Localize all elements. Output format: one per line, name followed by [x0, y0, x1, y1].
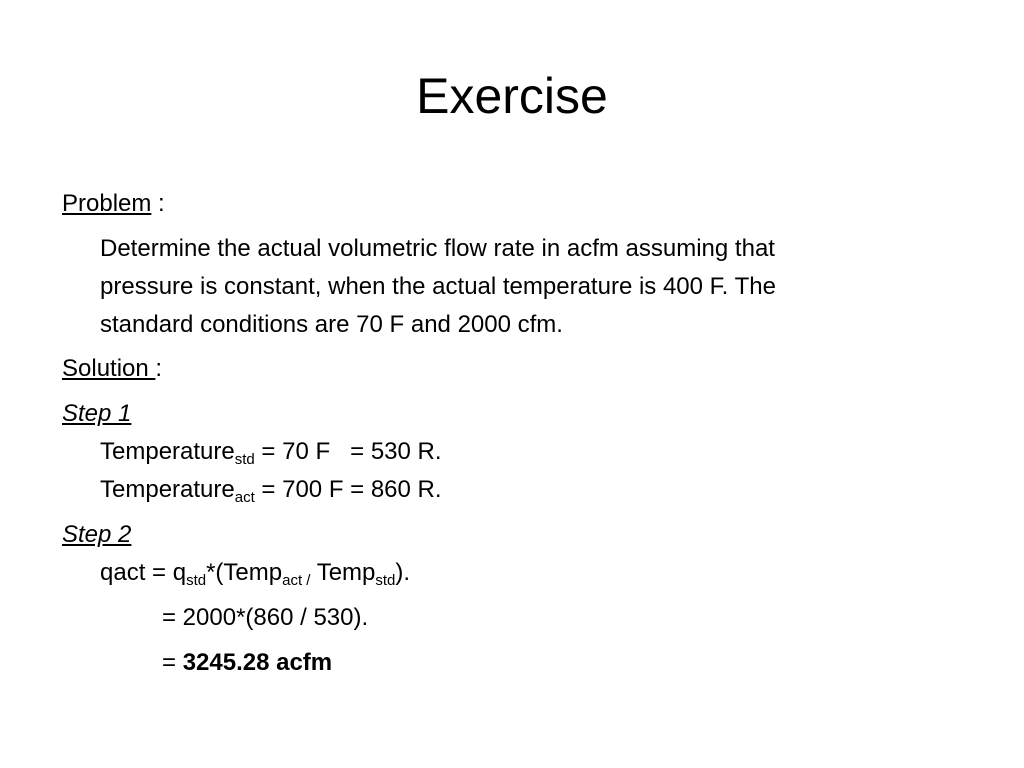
formula-sub1: std: [186, 572, 207, 589]
formula-sub3: std: [375, 572, 396, 589]
formula-line: [100, 557, 410, 589]
solution-heading: Solution: [62, 355, 156, 382]
temp-std-sub: std: [234, 451, 255, 468]
formula-part4: ).: [395, 559, 411, 586]
problem-colon: :: [151, 190, 165, 217]
step2-heading: Step 2: [62, 521, 132, 548]
temp-act-sub: act: [234, 489, 255, 506]
solution-colon: :: [155, 355, 163, 382]
problem-text-line-3: standard conditions are 70 F and 2000 cfm.: [100, 311, 563, 338]
problem-text-line-1: Determine the actual volumetric flow rate in acfm assuming that: [100, 235, 775, 262]
result-value: 3245.28 acfm: [182, 649, 333, 676]
solution-heading-line: [62, 353, 162, 385]
temp-std-rest: = 70 F = 530 R.: [254, 438, 442, 465]
formula-sub2: act /: [282, 572, 311, 589]
formula-part3: Temp: [310, 559, 376, 586]
temp-act-prefix: Temperature: [100, 476, 235, 503]
result-prefix: =: [162, 649, 183, 676]
formula-part1: qact = q: [100, 559, 187, 586]
problem-text-line-2: pressure is constant, when the actual temperature is 400 F. The: [100, 273, 776, 300]
temp-std-prefix: Temperature: [100, 438, 235, 465]
result-line: [162, 647, 332, 679]
step1-heading: Step 1: [62, 400, 132, 427]
temp-act-line: [100, 474, 442, 506]
temp-std-line: [100, 436, 442, 468]
temp-act-rest: = 700 F = 860 R.: [254, 476, 442, 503]
slide-title: Exercise: [416, 68, 608, 124]
calc-line: = 2000*(860 / 530).: [162, 604, 369, 631]
formula-part2: *(Temp: [206, 559, 283, 586]
problem-heading: Problem: [62, 190, 152, 217]
problem-heading-line: [62, 188, 165, 220]
